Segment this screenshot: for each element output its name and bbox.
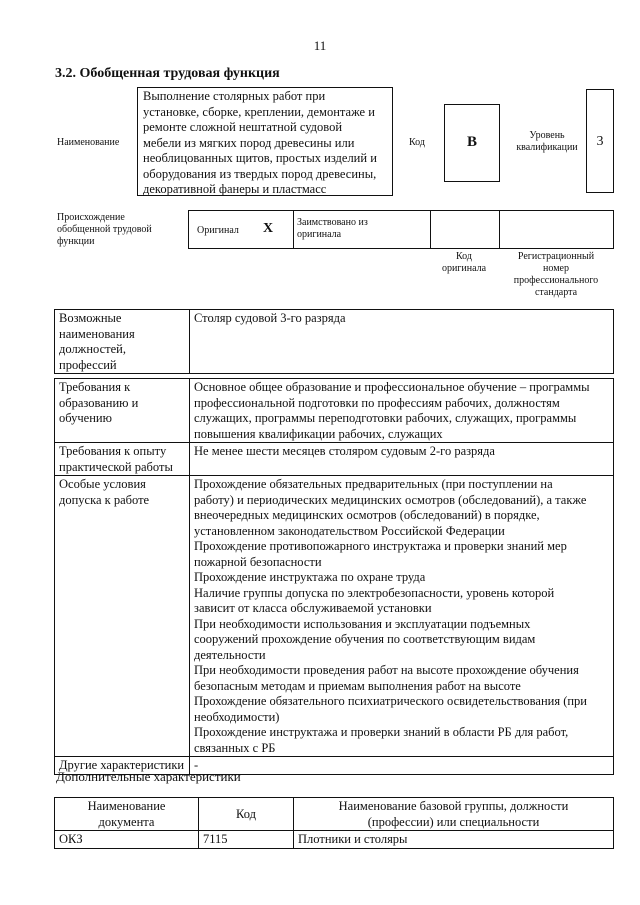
requirement-value (190, 476, 614, 757)
code-box (444, 104, 500, 182)
level-value: 3 (596, 134, 604, 149)
origin-label-line: функции (57, 236, 95, 247)
requirement-label-line: допуска к работе (59, 492, 150, 507)
requirement-row (55, 443, 614, 476)
function-name-line: установке, сборке, креплении, демонтаже и (143, 104, 375, 119)
positions-label-line: наименования (59, 326, 135, 341)
function-name-line: необлицованных щитов, простых изделий и (143, 151, 377, 165)
requirement-value-line: Прохождение обязательного психиатрического освидетельствования (при (194, 694, 587, 708)
requirement-value-line: связанных с РБ (194, 740, 276, 755)
origin-divider (293, 211, 294, 248)
additional-title: Дополнительные характеристики (56, 769, 241, 784)
requirement-value-line: служащих, программы переподготовки рабочих, служащих, программы (194, 411, 577, 425)
header-line: Наименование (87, 799, 166, 813)
positions-value: Столяр судовой 3-го разряда (190, 310, 614, 374)
requirements-table (54, 378, 614, 775)
borrowed-label (297, 217, 368, 241)
code-original-label (429, 251, 499, 275)
positions-row (55, 310, 614, 374)
requirement-value-line: повышения квалификации рабочих, служащих (194, 426, 443, 441)
positions-label-line: Возможные (59, 311, 122, 325)
requirement-value-line: Прохождение инструктажа и проверки знаний в области РБ для работ, (194, 725, 569, 739)
requirement-value (190, 443, 614, 476)
requirement-label-line: образованию и (59, 395, 139, 410)
requirement-value-line: деятельности (194, 647, 266, 662)
code-value: B (466, 134, 477, 150)
requirement-label (55, 443, 190, 476)
requirement-label-line: Другие характеристики (59, 758, 185, 772)
reg-number-line: номер (543, 263, 569, 274)
requirement-value-line: необходимости) (194, 709, 280, 724)
function-name-text (138, 88, 392, 198)
function-name-line: ремонте сложной нештатной судовой (143, 120, 343, 134)
requirement-label-line: обучению (59, 411, 112, 425)
requirement-label-line: Требования к (59, 380, 131, 394)
positions-table (54, 309, 614, 374)
reg-number-label (500, 251, 612, 299)
level-label (513, 130, 581, 154)
header-document (55, 798, 199, 831)
origin-label-line: обобщенной трудовой (57, 224, 152, 235)
requirement-value-line: зависит от класса обслуживаемой установки (194, 601, 432, 615)
reg-number-line: профессионального (513, 275, 599, 286)
positions-label-line: профессий (59, 357, 117, 372)
header-line: документа (98, 814, 155, 829)
name-label: Наименование (57, 137, 120, 148)
code-label: Код (409, 137, 425, 148)
additional-table (54, 797, 614, 849)
level-label-line: квалификации (516, 142, 578, 153)
requirement-value-line: внеочередных медицинских осмотров (обследований) в порядке, (194, 508, 540, 522)
requirement-value-line: профессиональной подготовки по профессиям рабочих, должностям (194, 395, 560, 410)
code-original-line: оригинала (441, 263, 487, 274)
code-original-line: Код (456, 251, 472, 262)
requirement-value-line: Прохождение противопожарного инструктажа и проверки знаний мер (194, 539, 567, 553)
origin-box (188, 210, 614, 249)
function-name-line: оборудования из твердых пород древесины, (143, 166, 377, 181)
row-code: 7115 (199, 831, 294, 849)
requirement-row (55, 476, 614, 757)
level-label-line: Уровень (529, 130, 565, 141)
positions-label-line: должностей, (59, 342, 126, 356)
requirement-value-line: Наличие группы допуска по электробезопасности, уровень которой (194, 585, 555, 600)
function-name-line: мебели из мягких пород древесины или (143, 135, 355, 150)
borrowed-label-line: Заимствовано из (297, 217, 368, 228)
level-box (586, 89, 614, 193)
header-line: (профессии) или специальности (367, 814, 540, 829)
original-mark: X (263, 221, 274, 236)
requirement-value-line: установленном законодательством Российской Федерации (194, 523, 505, 538)
positions-label (55, 310, 190, 374)
requirement-value-line: Основное общее образование и профессиональное обучение – программы (194, 380, 590, 394)
origin-divider (499, 211, 500, 248)
requirement-value-line: Не менее шести месяцев столяром судовым 2-го разряда (194, 444, 495, 458)
requirement-value-line: При необходимости проведения работ на высоте прохождение обучения (194, 663, 579, 677)
row-group: Плотники и столяры (294, 831, 614, 849)
requirement-value-line: сооружений прохождение обучения по соответствующим видам (194, 632, 536, 646)
borrowed-label-line: оригинала (297, 229, 342, 240)
requirement-value-line: Прохождение обязательных предварительных (при поступлении на (194, 477, 553, 491)
requirement-value-line: - (194, 758, 199, 772)
requirement-value-line: пожарной безопасности (194, 554, 322, 569)
reg-number-line: стандарта (534, 287, 578, 298)
table-row (55, 831, 614, 849)
section-title: 3.2. Обобщенная трудовая функция (55, 66, 280, 81)
function-name-box (137, 87, 393, 196)
origin-label-line: Происхождение (57, 212, 125, 223)
original-label: Оригинал (197, 225, 239, 236)
function-name-line: декоративной фанеры и пластмасс (143, 182, 327, 196)
requirement-row (55, 379, 614, 443)
requirement-label-line: Особые условия (59, 477, 146, 491)
page-number: 11 (313, 38, 327, 53)
requirement-label-line: практической работы (59, 459, 173, 474)
requirement-label (55, 379, 190, 443)
requirement-value-line: работу) и периодических медицинских осмотров (обследований), а также (194, 492, 587, 507)
requirement-value-line: При необходимости использования и эксплуатации подъемных (194, 616, 531, 631)
requirement-value-line: безопасным методам и приемам выполнения работ на высоте (194, 678, 521, 693)
origin-label (57, 212, 152, 248)
requirement-value (190, 757, 614, 775)
requirement-value-line: Прохождение инструктажа по охране труда (194, 570, 426, 584)
requirement-value (190, 379, 614, 443)
row-document: ОКЗ (55, 831, 199, 849)
header-code: Код (199, 798, 294, 831)
requirement-label (55, 476, 190, 757)
additional-header-row (55, 798, 614, 831)
header-group (294, 798, 614, 831)
reg-number-line: Регистрационный (517, 251, 595, 262)
header-line: Наименование базовой группы, должности (338, 799, 569, 813)
origin-divider (430, 211, 431, 248)
function-name-line: Выполнение столярных работ при (143, 89, 326, 103)
requirement-label-line: Требования к опыту (59, 444, 167, 458)
